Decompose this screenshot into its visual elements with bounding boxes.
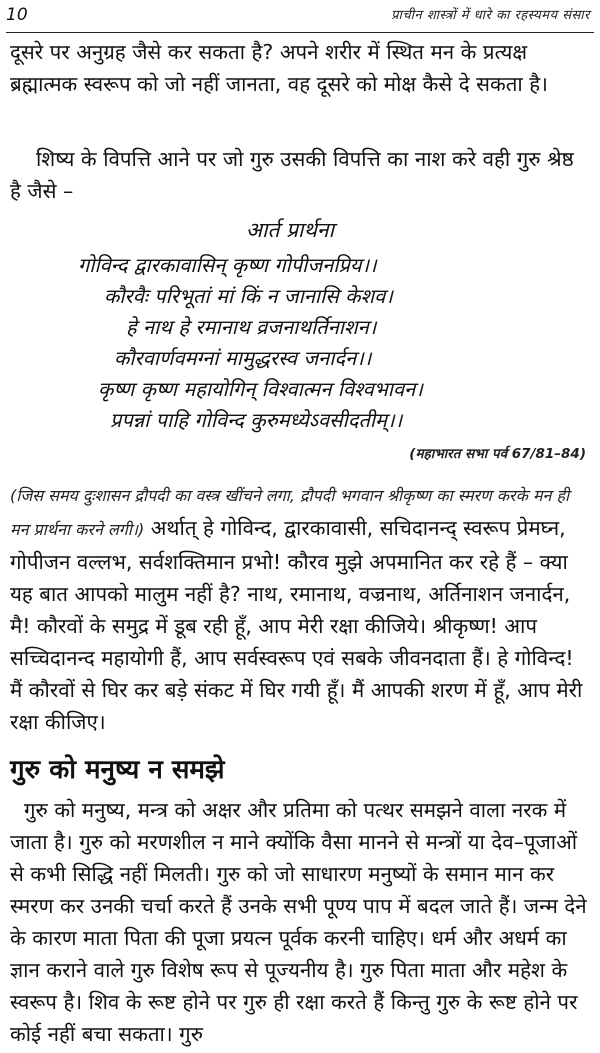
verse-line: कौरवैः परिभूतां मां किं न जानासि केशव। (104, 284, 393, 308)
verse-heading: आर्त प्रार्थना (246, 218, 335, 242)
paragraph-2: शिष्य के विपत्ति आने पर जो गुरु उसकी विपत्ति का नाश करे वही गुरु श्रेष्ठ है जैसे – (10, 147, 574, 203)
verse-line: कौरवार्णवमग्नां मामुद्धरस्व जनार्दन।। (114, 346, 372, 370)
paragraph-4: गुरु को मनुष्य, मन्त्र को अक्षर और प्रतिमा को पत्थर समझने वाला नरक में जाता है। गुरु को मरणशील न माने क्योंकि वैसा मानने से मन्त्रों या देव–पूजाओं से कभी सिद्धि नहीं मिलती। गुरु को जो साधारण मनुष्यों के समान मान कर स्मरण कर उनकी चर्चा करते हैं उनके सभी पूण्य पाप में बदल जाते हैं। जन्म देने के कारण माता पिता की पूजा प्रयत्न पूर्वक करनी चाहिए। धर्म और अधर्म का ज्ञान कराने वाले गुरु विशेष रूप से पूज्यनीय है। गुरु पिता माता और महेश के स्वरूप है। शिव के रूष्ट होने पर गुरु ही रक्षा करते हैं किन्तु गुरु के रूष्ट होने पर कोई नहीं बचा सकता। गुरु (10, 798, 587, 1046)
paragraph-1: दूसरे पर अनुग्रह जैसे कर सकता है? अपने शरीर में स्थित मन के प्रत्यक्ष ब्रह्मात्मक स्वरूप को जो नहीं जानता, वह दूसरे को मोक्ष कैसे दे सकता है। (10, 40, 548, 96)
verse-line: प्रपन्नां पाहि गोविन्द कुरुमध्येऽवसीदतीम्।। (110, 408, 403, 432)
paragraph-3 (10, 478, 592, 738)
verse-line: कृष्ण कृष्ण महायोगिन् विश्वात्मन विश्वभावन। (98, 377, 423, 401)
verse-block (60, 214, 580, 436)
verse-line: गोविन्द द्वारकावासिन् कृष्ण गोपीजनप्रिय।। (78, 253, 377, 277)
verse-citation: (महाभारत सभा पर्व 67/81–84) (409, 446, 586, 462)
paragraph-3-text: अर्थात् हे गोविन्द, द्वारकावासी, सचिदानन्द् स्वरूप प्रेमघ्न, गोपीजन वल्लभ, सर्वशक्तिमान प्रभो! कौरव मुझे अपमानित कर रहे हैं – क्या यह बात आपको मालुम नहीं है? नाथ, रमानाथ, वज्रनाथ, अर्तिनाशन जनार्दन, मै! कौरवों के समुद्र में डूब रही हूँ, आप मेरी रक्षा कीजिये। श्रीकृष्ण! आप सच्चिदानन्द महायोगी हैं, आप सर्वस्वरूप एवं सबके जीवनदाता हैं। हे गोविन्द! मैं कौरवों से घिर कर बड़े संकट में घिर गयी हूँ। मैं आपकी शरण में हूँ, आप मेरी रक्षा कीजिए। (10, 516, 583, 734)
section-heading: गुरु को मनुष्य न समझे (10, 755, 225, 785)
verse-line: हे नाथ हे रमानाथ व्रजनाथर्तिनाशन। (126, 315, 377, 339)
bracketed-note: (जिस समय दुःशासन द्रौपदी का वस्त्र खींचने लगा, द्रौपदी भगवान श्रीकृष्ण का स्मरण करके मन ही मन प्रार्थना करने लगी।) (10, 486, 570, 539)
page-number: 10 (6, 5, 28, 25)
running-title: प्राचीन शास्त्रों में धारे का रहस्यमय संसार (391, 8, 590, 23)
running-header (6, 2, 594, 33)
